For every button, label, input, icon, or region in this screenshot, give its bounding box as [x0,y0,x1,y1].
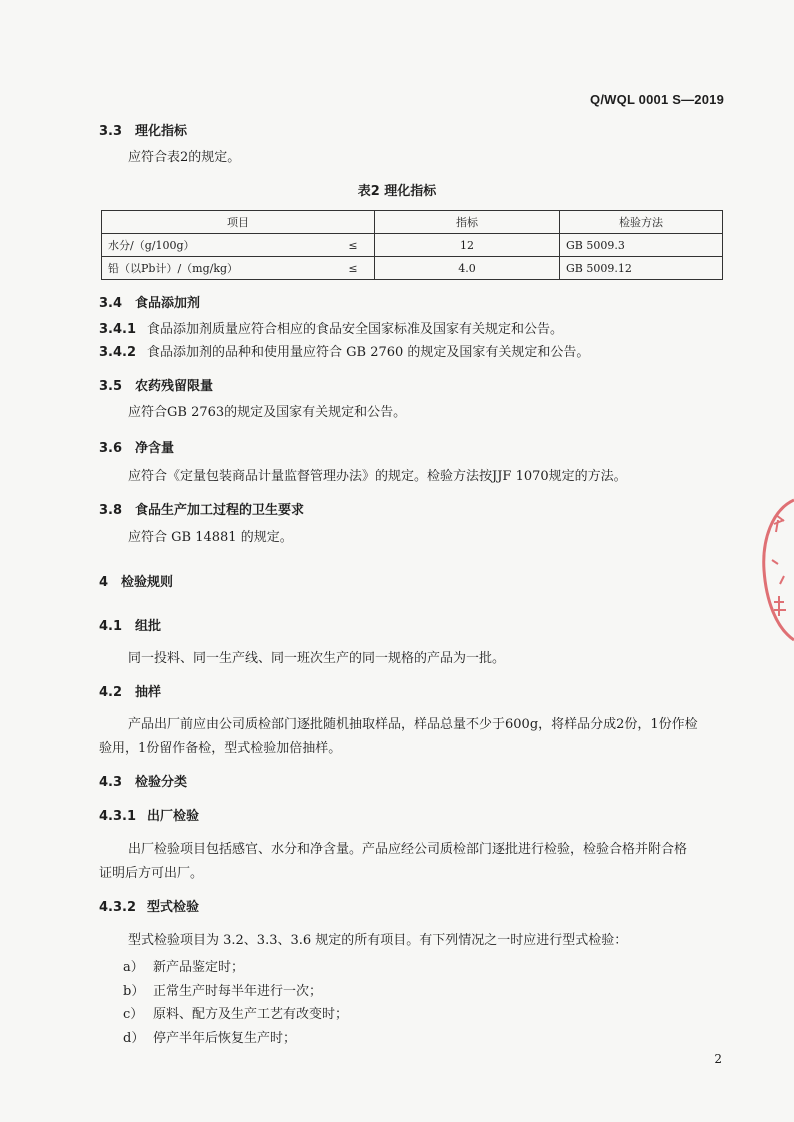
heading-3-4 [99,292,200,311]
heading-title: 食品添加剂 [135,296,201,311]
row-value: 12 [375,234,560,257]
list-marker: c） [123,1007,144,1022]
paragraph-4-3-2: 型式检验项目为 3.2、3.3、3.6 规定的所有项目。有下列情况之一时应进行型式检验： [128,933,628,948]
heading-3-6 [99,437,174,456]
heading-title: 农药残留限量 [135,379,214,394]
row-method: GB 5009.12 [560,257,723,280]
row-method: GB 5009.3 [560,234,723,257]
paragraph-4-3-1-line1: 出厂检验项目包括感官、水分和净含量。产品应经公司质检部门逐批进行检验，检验合格并附合格 [128,842,688,857]
list-text: 原料、配方及生产工艺有改变时； [153,1007,349,1022]
heading-3-3 [99,120,187,139]
clause-text: 食品添加剂质量应符合相应的食品安全国家标准及国家有关规定和公告。 [147,322,564,337]
row-item: 铅（以Pb计）/（mg/kg） [102,257,333,280]
clause-3-4-2 [99,341,589,365]
header-item: 项目 [102,211,375,234]
standard-code: Q/WQL 0001 S—2019 [590,92,724,107]
list-text: 正常生产时每半年进行一次； [153,984,323,999]
heading-4-2 [99,681,161,700]
list-marker: a） [123,960,144,975]
heading-number: 3.5 [99,379,123,394]
heading-title: 型式检验 [147,900,200,915]
list-item [123,1027,296,1046]
clause-3-4-1 [99,318,563,342]
header-value: 指标 [375,211,560,234]
page-number: 2 [714,1052,722,1066]
header-method: 检验方法 [560,211,723,234]
paragraph-3-3: 应符合表2的规定。 [128,150,241,165]
heading-number: 3.6 [99,441,123,456]
heading-number: 4.1 [99,619,123,634]
heading-title: 理化指标 [135,124,188,139]
physicochemical-table [101,210,723,280]
table-2-title: 表2 理化指标 [357,184,437,199]
row-comparator: ≤ [332,234,375,257]
list-text: 新产品鉴定时； [153,960,245,975]
heading-number: 4.3.2 [99,900,137,915]
table-header-row [102,211,723,234]
heading-title: 组批 [135,619,162,634]
paragraph-3-6: 应符合《定量包装商品计量监督管理办法》的规定。检验方法按JJF 1070规定的方法。 [128,469,627,484]
paragraph-4-1: 同一投料、同一生产线、同一班次生产的同一规格的产品为一批。 [128,651,506,666]
paragraph-3-8: 应符合 GB 14881 的规定。 [128,530,293,545]
heading-4 [99,571,173,590]
heading-title: 出厂检验 [147,809,200,824]
official-seal-fragment [754,490,794,650]
heading-4-1 [99,615,161,634]
list-item [123,1003,348,1022]
heading-number: 4.3 [99,775,123,790]
list-text: 停产半年后恢复生产时； [153,1031,297,1046]
row-item: 水分/（g/100g） [102,234,333,257]
heading-title: 抽样 [135,685,162,700]
heading-number: 3.3 [99,124,123,139]
heading-title: 食品生产加工过程的卫生要求 [135,503,305,518]
table-row [102,234,723,257]
heading-number: 4.3.1 [99,809,137,824]
heading-4-3-1 [99,805,199,824]
clause-text: 食品添加剂的品种和使用量应符合 GB 2760 的规定及国家有关规定和公告。 [147,345,590,360]
row-value: 4.0 [375,257,560,280]
heading-title: 检验分类 [135,775,188,790]
clause-number: 3.4.2 [99,345,137,360]
clause-number: 3.4.1 [99,322,137,337]
heading-3-5 [99,375,213,394]
heading-number: 3.8 [99,503,123,518]
heading-number: 4.2 [99,685,123,700]
list-item [123,956,244,975]
heading-4-3 [99,771,187,790]
table-row [102,257,723,280]
heading-3-8 [99,499,304,518]
heading-number: 3.4 [99,296,123,311]
heading-title: 检验规则 [121,575,174,590]
list-marker: b） [123,984,145,999]
heading-number: 4 [99,575,109,590]
paragraph-4-2-line2: 验用，1份留作备检，型式检验加倍抽样。 [99,741,342,756]
heading-4-3-2 [99,896,199,915]
paragraph-4-2-line1: 产品出厂前应由公司质检部门逐批随机抽取样品，样品总量不少于600g，将样品分成2份，1份作检 [128,717,698,732]
heading-title: 净含量 [135,441,175,456]
paragraph-4-3-1-line2: 证明后方可出厂。 [99,866,204,881]
row-comparator: ≤ [332,257,375,280]
list-item [123,980,322,999]
list-marker: d） [123,1031,145,1046]
paragraph-3-5: 应符合GB 2763的规定及国家有关规定和公告。 [128,405,407,420]
